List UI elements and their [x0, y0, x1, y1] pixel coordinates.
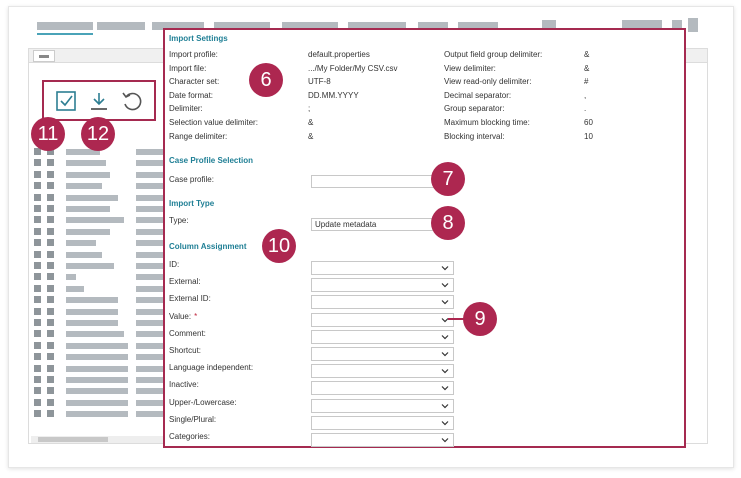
list-item[interactable]	[66, 206, 110, 212]
row-marker	[47, 285, 54, 292]
list-item[interactable]	[66, 195, 118, 201]
scrollbar-thumb[interactable]	[38, 437, 108, 442]
column-field-label	[169, 415, 216, 424]
setting-label: Maximum blocking time:	[444, 118, 530, 127]
column-field-label	[169, 398, 237, 407]
column-field-select[interactable]	[311, 381, 454, 395]
column-field-select[interactable]	[311, 313, 454, 327]
row-marker	[34, 216, 41, 223]
setting-value: 60	[584, 118, 593, 127]
list-item[interactable]	[66, 240, 96, 246]
setting-value: .../My Folder/My CSV.csv	[308, 63, 398, 73]
list-item[interactable]	[136, 195, 163, 201]
chevron-down-icon	[441, 281, 449, 289]
import-type-label: Type:	[169, 216, 189, 225]
setting-label: Decimal separator:	[444, 90, 512, 100]
callout-12: 12	[81, 117, 115, 151]
setting-label: Output field group delimiter:	[444, 50, 543, 59]
list-item[interactable]	[136, 411, 163, 417]
list-item[interactable]	[66, 366, 128, 372]
column-field-select[interactable]	[311, 416, 454, 430]
row-marker	[34, 330, 41, 337]
column-field-select[interactable]	[311, 364, 454, 378]
chevron-down-icon	[441, 350, 449, 358]
nav-tab[interactable]	[97, 22, 145, 30]
list-item[interactable]	[136, 172, 163, 178]
callout-10: 10	[262, 229, 296, 263]
row-marker	[47, 205, 54, 212]
list-item[interactable]	[136, 354, 163, 360]
list-item[interactable]	[66, 354, 128, 360]
setting-label: Blocking interval:	[444, 131, 505, 141]
list-item[interactable]	[66, 320, 118, 326]
setting-label: Character set:	[169, 77, 220, 87]
list-item[interactable]	[136, 297, 163, 303]
import-dialog	[163, 28, 686, 448]
row-marker	[47, 308, 54, 315]
column-field-label-text: Language independent:	[169, 363, 254, 373]
row-marker	[47, 342, 54, 349]
list-item[interactable]	[136, 229, 163, 235]
row-marker	[47, 171, 54, 178]
list-item[interactable]	[136, 263, 163, 269]
row-marker	[47, 353, 54, 360]
setting-value: ;	[308, 104, 311, 114]
list-item[interactable]	[136, 309, 163, 315]
row-marker	[34, 262, 41, 269]
callout-9: 9	[463, 302, 497, 336]
nav-icon[interactable]	[688, 18, 698, 32]
list-item[interactable]	[136, 252, 163, 258]
column-assignment-title: Column Assignment	[169, 242, 247, 251]
column-field-label-text: Inactive:	[169, 380, 199, 390]
column-field-select[interactable]	[311, 399, 454, 413]
checkbox-icon[interactable]	[53, 88, 79, 114]
list-item[interactable]	[136, 206, 163, 212]
reset-icon[interactable]	[119, 88, 145, 114]
column-field-select[interactable]	[311, 278, 454, 292]
list-item[interactable]	[66, 172, 110, 178]
row-marker	[34, 273, 41, 280]
list-item[interactable]	[66, 343, 128, 349]
setting-label: Range delimiter:	[169, 131, 228, 141]
row-marker	[34, 296, 41, 303]
row-marker	[34, 410, 41, 417]
row-marker	[47, 262, 54, 269]
row-marker	[47, 387, 54, 394]
column-field-label-text: Shortcut:	[169, 346, 202, 355]
setting-label: Group separator:	[444, 104, 505, 114]
chevron-down-icon	[441, 264, 449, 272]
row-marker	[34, 285, 41, 292]
nav-tab-active[interactable]	[37, 22, 93, 30]
column-field-select[interactable]	[311, 295, 454, 309]
row-marker	[47, 319, 54, 326]
row-marker	[47, 399, 54, 406]
callout-11: 11	[31, 117, 65, 151]
row-marker	[34, 251, 41, 258]
list-item[interactable]	[66, 286, 84, 292]
list-item[interactable]	[66, 400, 128, 406]
setting-label: Delimiter:	[169, 104, 203, 114]
list-item[interactable]	[136, 240, 163, 246]
column-field-label-text: Upper-/Lowercase:	[169, 397, 237, 407]
chevron-down-icon	[441, 298, 449, 306]
setting-label: View delimiter:	[444, 63, 496, 73]
column-field-label	[169, 432, 210, 441]
column-field-label	[169, 329, 206, 338]
setting-value: ,	[584, 90, 587, 100]
case-profile-label: Case profile:	[169, 175, 214, 184]
column-field-label-text: Categories:	[169, 432, 210, 441]
list-item[interactable]	[136, 217, 163, 223]
chevron-down-icon	[441, 367, 449, 375]
setting-label: Date format:	[169, 90, 214, 100]
row-marker	[34, 159, 41, 166]
setting-label: Import profile:	[169, 50, 218, 59]
column-field-label-text: ID:	[169, 260, 180, 269]
row-marker	[34, 399, 41, 406]
chevron-down-icon	[441, 384, 449, 392]
setting-value: &	[308, 131, 314, 141]
row-marker	[34, 376, 41, 383]
list-item[interactable]	[136, 388, 163, 394]
column-field-select[interactable]	[311, 261, 454, 275]
toolbar	[42, 80, 156, 121]
setting-value: &	[308, 118, 314, 127]
column-field-label	[169, 363, 253, 372]
row-marker	[47, 296, 54, 303]
list-item[interactable]	[66, 377, 128, 383]
case-profile-title: Case Profile Selection	[169, 156, 254, 165]
setting-label: Selection value delimiter:	[169, 118, 258, 127]
list-item[interactable]	[66, 252, 102, 258]
setting-value: UTF-8	[308, 77, 331, 87]
callout-8: 8	[431, 206, 465, 240]
callout-7: 7	[431, 162, 465, 196]
list-item[interactable]	[136, 400, 163, 406]
list-item[interactable]	[66, 183, 102, 189]
required-marker: *	[194, 311, 198, 321]
list-item[interactable]	[136, 320, 163, 326]
column-field-select[interactable]	[311, 347, 454, 361]
download-icon[interactable]	[86, 88, 112, 114]
row-marker	[47, 273, 54, 280]
import-type-input[interactable]: Update metadata	[311, 218, 454, 231]
column-field-label-text: Comment:	[169, 328, 206, 338]
list-item[interactable]	[66, 331, 124, 337]
row-marker	[47, 159, 54, 166]
setting-label: View read-only delimiter:	[444, 77, 532, 87]
chevron-down-icon	[441, 402, 449, 410]
list-item[interactable]	[136, 366, 163, 372]
column-field-select[interactable]	[311, 330, 454, 344]
list-item[interactable]	[66, 160, 106, 166]
row-marker	[34, 182, 41, 189]
row-marker	[47, 216, 54, 223]
list-item[interactable]	[66, 309, 118, 315]
row-marker	[34, 353, 41, 360]
row-marker	[47, 251, 54, 258]
row-marker	[47, 330, 54, 337]
setting-value: default.properties	[308, 50, 370, 59]
row-marker	[34, 205, 41, 212]
row-marker	[34, 239, 41, 246]
row-marker	[47, 365, 54, 372]
setting-value: &	[584, 50, 590, 59]
column-field-label-text: Single/Plural:	[169, 414, 217, 424]
setting-label: Import file:	[169, 63, 207, 73]
row-marker	[47, 410, 54, 417]
callout-6: 6	[249, 63, 283, 97]
row-marker	[47, 228, 54, 235]
list-item[interactable]	[66, 217, 124, 223]
list-item[interactable]	[136, 286, 163, 292]
chevron-down-icon	[441, 333, 449, 341]
list-item[interactable]	[66, 263, 114, 269]
column-field-label-text: Value:	[169, 311, 192, 321]
row-marker	[47, 182, 54, 189]
column-field-label-text: External:	[169, 277, 201, 287]
row-marker	[47, 376, 54, 383]
list-item[interactable]	[136, 149, 163, 155]
column-field-select[interactable]	[311, 433, 454, 447]
list-item[interactable]	[66, 229, 110, 235]
setting-value: #	[584, 77, 589, 87]
row-marker	[47, 194, 54, 201]
list-item[interactable]	[136, 160, 163, 166]
background-tab[interactable]	[33, 50, 55, 62]
chevron-down-icon	[441, 436, 449, 444]
list-item[interactable]	[136, 183, 163, 189]
row-marker	[34, 308, 41, 315]
column-field-label	[169, 277, 201, 286]
setting-value: DD.MM.YYYY	[308, 90, 359, 100]
column-field-label	[169, 346, 201, 355]
column-field-label	[169, 312, 197, 321]
list-item[interactable]	[136, 331, 163, 337]
list-item[interactable]	[66, 411, 128, 417]
list-item[interactable]	[66, 297, 118, 303]
column-field-label	[169, 294, 211, 303]
list-item[interactable]	[136, 274, 163, 280]
list-item[interactable]	[66, 388, 128, 394]
column-field-label-text: External ID:	[169, 294, 211, 304]
row-marker	[34, 194, 41, 201]
row-marker	[34, 387, 41, 394]
column-field-label	[169, 260, 179, 269]
column-field-label	[169, 380, 199, 389]
row-marker	[47, 239, 54, 246]
row-marker	[34, 228, 41, 235]
row-marker	[34, 365, 41, 372]
row-marker	[34, 319, 41, 326]
row-marker	[34, 171, 41, 178]
list-item[interactable]	[66, 274, 76, 280]
list-item[interactable]	[136, 377, 163, 383]
setting-value: &	[584, 63, 590, 73]
setting-value: 10	[584, 131, 593, 141]
setting-value: .	[584, 104, 587, 114]
chevron-down-icon	[441, 419, 449, 427]
import-settings-title: Import Settings	[169, 34, 228, 43]
nav-active-underline	[37, 33, 93, 35]
import-type-title: Import Type	[169, 199, 215, 208]
row-marker	[34, 342, 41, 349]
list-item[interactable]	[136, 343, 163, 349]
